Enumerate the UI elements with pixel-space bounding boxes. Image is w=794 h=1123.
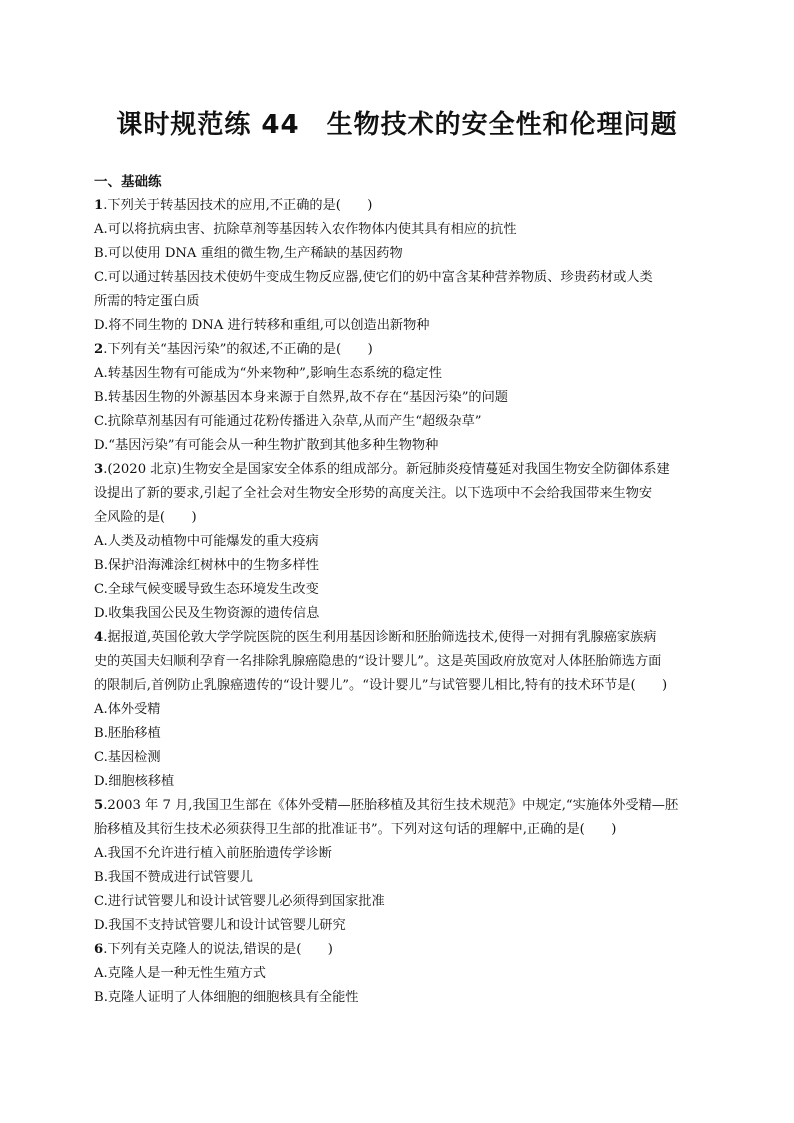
- option-c-continued: 所需的特定蛋白质: [94, 294, 200, 309]
- option-b: B.胚胎移植: [94, 726, 161, 741]
- option-b: B.保护沿海滩涂红树林中的生物多样性: [94, 558, 319, 573]
- question-stem: 3.(2020 北京)生物安全是国家安全体系的组成部分。新冠肺炎疫情蔓延对我国生物安全防御体系建: [94, 462, 670, 477]
- question-6: [94, 938, 706, 1010]
- question-number: 3: [94, 462, 104, 477]
- option-c: C.全球气候变暖导致生态环境发生改变: [94, 582, 319, 597]
- question-stem-line: 全风险的是( ): [94, 510, 197, 525]
- option-a: A.体外受精: [94, 702, 161, 717]
- question-stem: 6.下列有关克隆人的说法,错误的是( ): [94, 942, 333, 957]
- question-stem-line: 的限制后,首例防止乳腺癌遗传的“设计婴儿”。“设计婴儿”与试管婴儿相比,特有的技术环节是( ): [94, 678, 668, 693]
- option-d: D.“基因污染”有可能会从一种生物扩散到其他多种生物物种: [94, 438, 439, 453]
- option-b: B.我国不赞成进行试管婴儿: [94, 870, 253, 885]
- question-1: [94, 194, 706, 338]
- question-stem: 2.下列有关“基因污染”的叙述,不正确的是( ): [94, 342, 373, 357]
- question-stem-line: 设提出了新的要求,引起了全社会对生物安全形势的高度关注。以下选项中不会给我国带来生物安: [94, 486, 653, 501]
- option-d: D.我国不支持试管婴儿和设计试管婴儿研究: [94, 918, 346, 933]
- question-stem-line: 胎移植及其衍生技术必须获得卫生部的批准证书”。下列对这句话的理解中,正确的是( ): [94, 822, 617, 837]
- option-b: B.可以使用 DNA 重组的微生物,生产稀缺的基因药物: [94, 246, 403, 261]
- option-c: C.抗除草剂基因有可能通过花粉传播进入杂草,从而产生“超级杂草”: [94, 414, 482, 429]
- question-stem-line: 史的英国夫妇顺利孕育一名排除乳腺癌隐患的“设计婴儿”。这是英国政府放宽对人体胚胎筛选方面: [94, 654, 662, 669]
- option-d: D.将不同生物的 DNA 进行转移和重组,可以创造出新物种: [94, 318, 430, 333]
- question-number: 4: [94, 630, 104, 645]
- option-b: B.克隆人证明了人体细胞的细胞核具有全能性: [94, 990, 359, 1005]
- question-stem: 1.下列关于转基因技术的应用,不正确的是( ): [94, 198, 373, 213]
- question-3: [94, 458, 706, 626]
- option-d: D.收集我国公民及生物资源的遗传信息: [94, 606, 320, 621]
- question-number: 5: [94, 798, 104, 813]
- question-number: 1: [94, 198, 104, 213]
- question-stem: 4.据报道,英国伦敦大学学院医院的医生利用基因诊断和胚胎筛选技术,使得一对拥有乳腺癌家族病: [94, 630, 657, 645]
- option-c: C.进行试管婴儿和设计试管婴儿必须得到国家批准: [94, 894, 385, 909]
- section-heading: 一、基础练: [94, 174, 162, 190]
- question-5: [94, 794, 706, 938]
- question-number: 6: [94, 942, 104, 957]
- option-c: C.可以通过转基因技术使奶牛变成生物反应器,使它们的奶中富含某种营养物质、珍贵药材或人类: [94, 270, 653, 285]
- question-stem: 5.2003 年 7 月,我国卫生部在《体外受精—胚胎移植及其衍生技术规范》中规定,“实施体外受精—胚: [94, 798, 679, 813]
- option-b: B.转基因生物的外源基因本身来源于自然界,故不存在“基因污染”的问题: [94, 390, 508, 405]
- option-a: A.我国不允许进行植入前胚胎遗传学诊断: [94, 846, 332, 861]
- option-d: D.细胞核移植: [94, 774, 175, 789]
- option-a: A.可以将抗病虫害、抗除草剂等基因转入农作物体内使其具有相应的抗性: [94, 222, 517, 237]
- page-title: 课时规范练 44 生物技术的安全性和伦理问题: [116, 110, 678, 140]
- option-c: C.基因检测: [94, 750, 161, 765]
- question-number: 2: [94, 342, 104, 357]
- question-2: [94, 338, 706, 458]
- option-a: A.转基因生物有可能成为“外来物种”,影响生态系统的稳定性: [94, 366, 442, 381]
- option-a: A.克隆人是一种无性生殖方式: [94, 966, 266, 981]
- question-4: [94, 626, 706, 794]
- option-a: A.人类及动植物中可能爆发的重大疫病: [94, 534, 319, 549]
- exercise-content: [94, 170, 706, 1010]
